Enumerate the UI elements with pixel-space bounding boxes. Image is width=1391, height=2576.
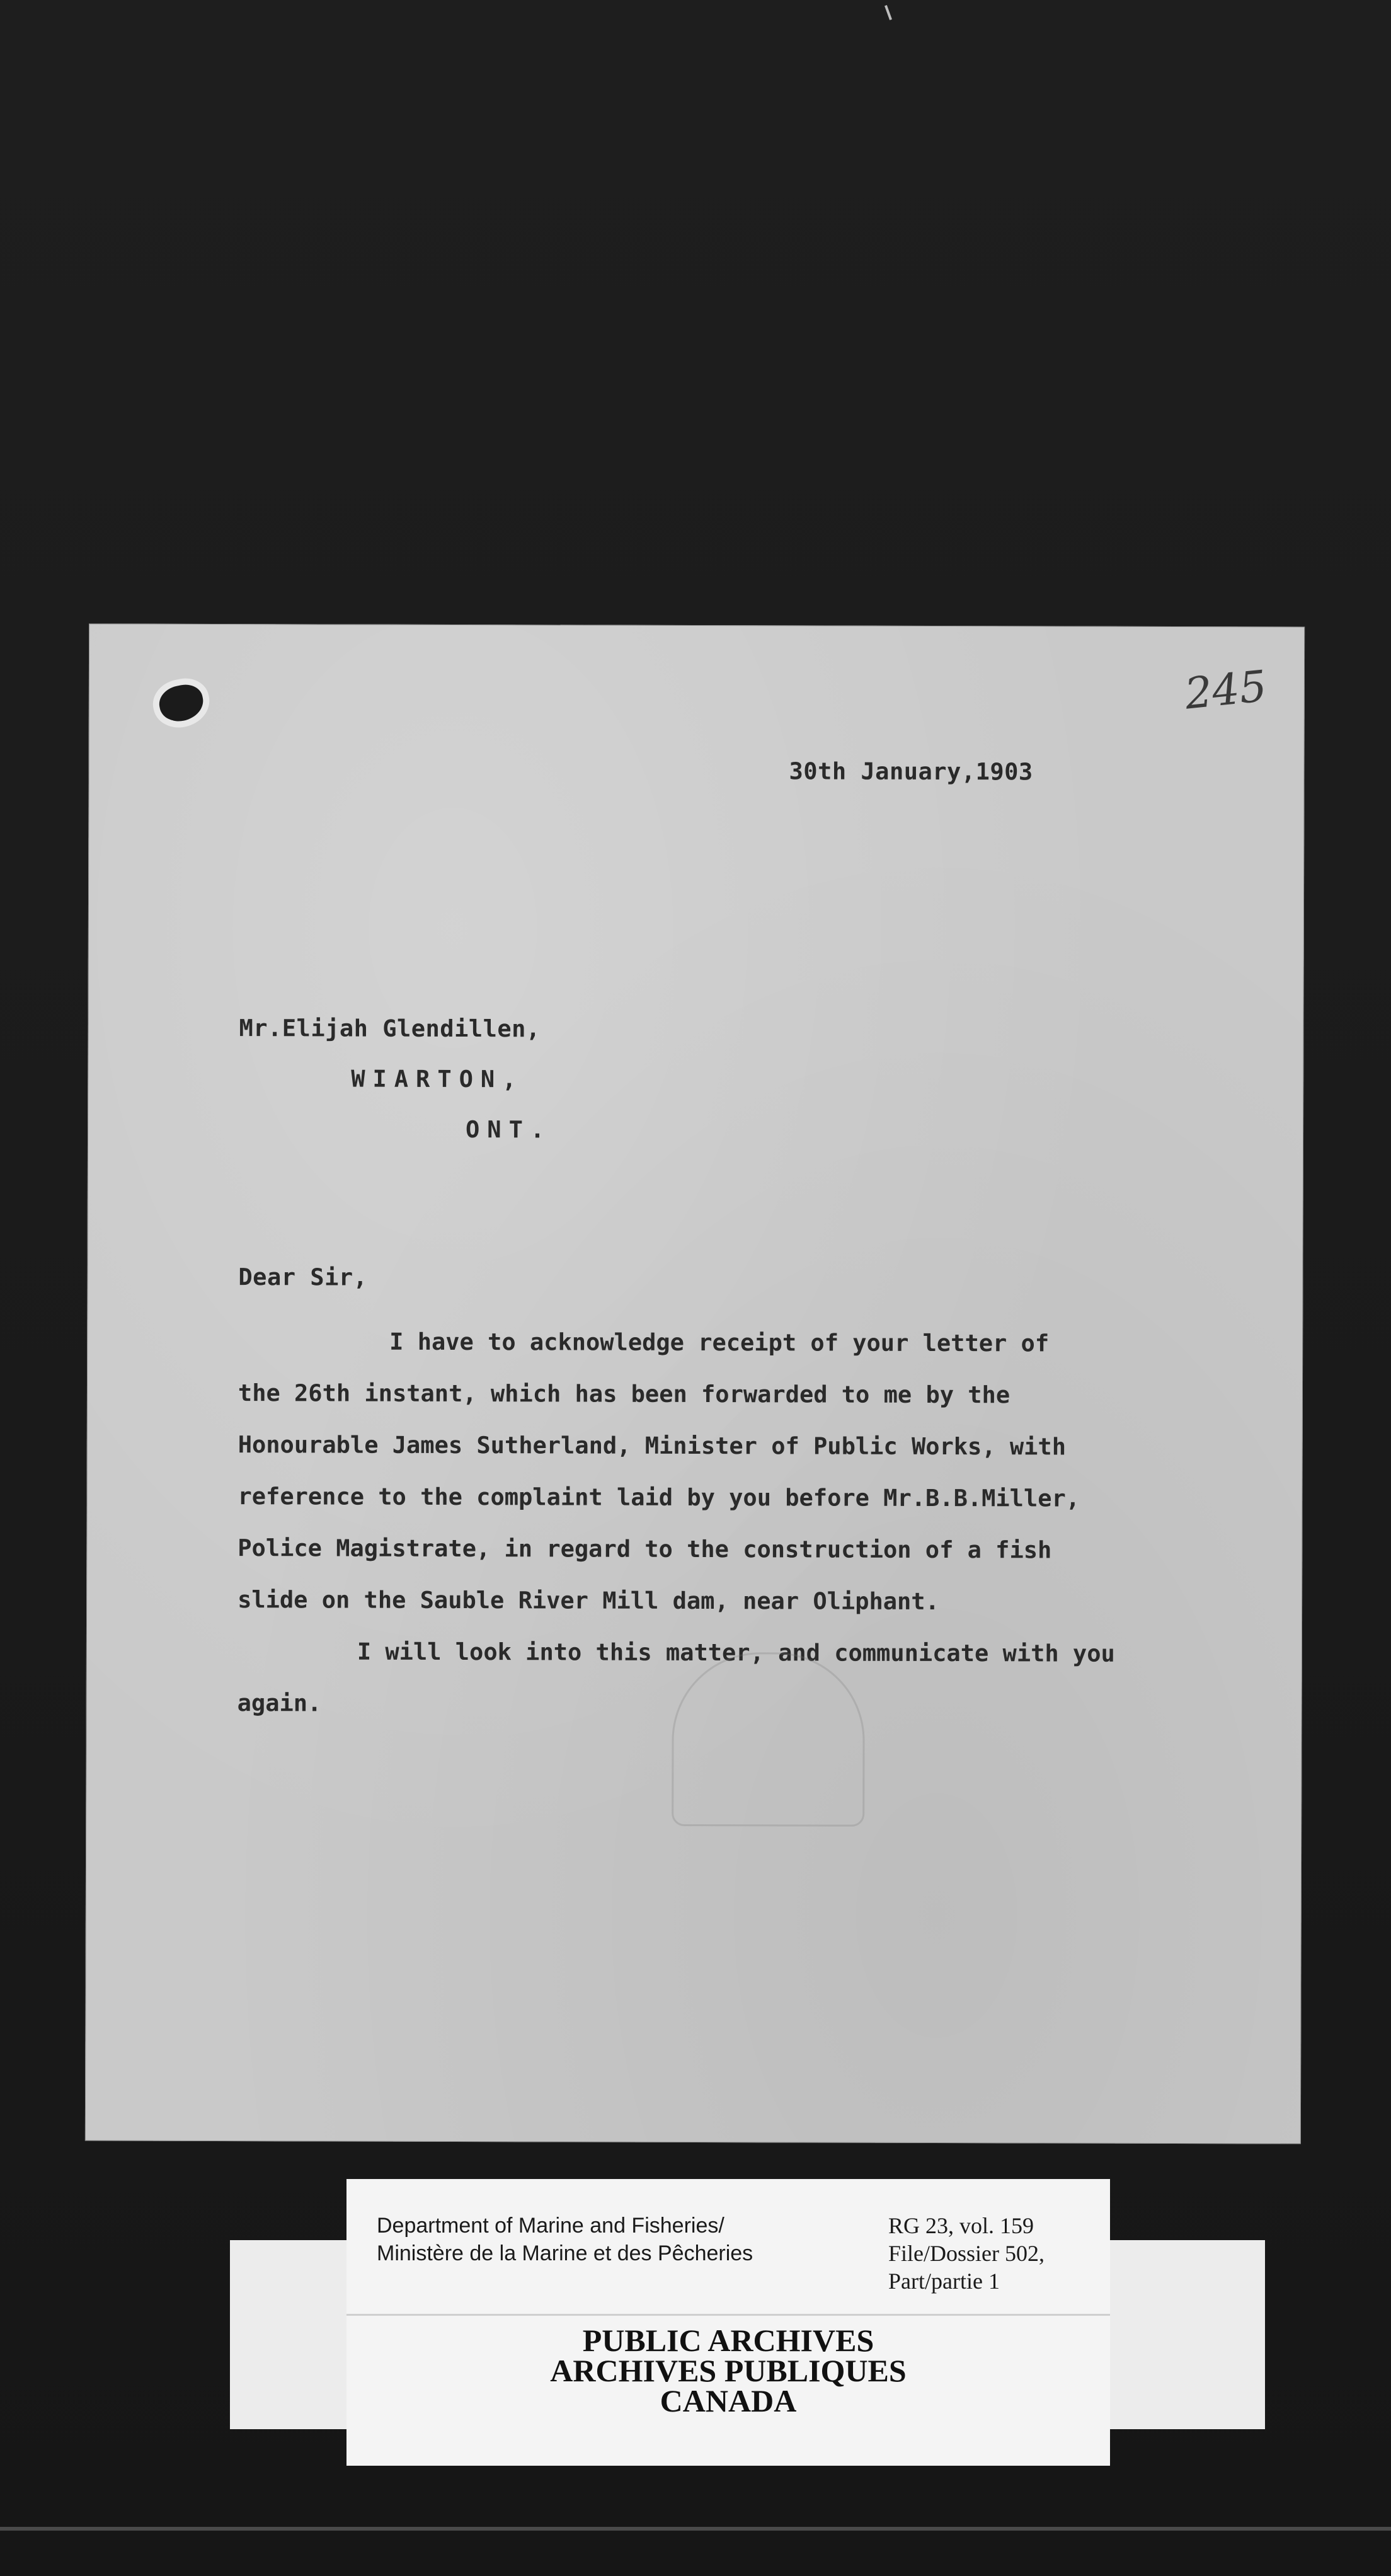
- reference-line: RG 23, vol. 159: [888, 2213, 1034, 2238]
- file-reference: [888, 2212, 1045, 2295]
- archives-line: CANADA: [660, 2383, 797, 2418]
- archive-label-divider: [346, 2314, 1110, 2316]
- archives-heading: [346, 2325, 1110, 2416]
- archives-line: PUBLIC ARCHIVES: [582, 2323, 874, 2358]
- body-line: again.: [237, 1689, 322, 1717]
- body-line: Honourable James Sutherland, Minister of Public Works, with: [238, 1431, 1067, 1461]
- body-line: I have to acknowledge receipt of your letter of: [389, 1328, 1050, 1357]
- letter-page: [85, 623, 1305, 2144]
- department-line: Department of Marine and Fisheries/: [377, 2214, 724, 2238]
- recipient-name: Mr.Elijah Glendillen,: [239, 1015, 541, 1043]
- film-edge: [0, 2527, 1391, 2531]
- faint-stamp-impression: [672, 1652, 865, 1827]
- department-line: Ministère de la Marine et des Pêcheries: [377, 2241, 753, 2265]
- reference-line: File/Dossier 502,: [888, 2241, 1045, 2266]
- recipient-province: ONT.: [465, 1116, 552, 1144]
- letter-date: 30th January,1903: [789, 757, 1033, 786]
- body-line: Police Magistrate, in regard to the construction of a fish: [238, 1534, 1052, 1564]
- reference-line: Part/partie 1: [888, 2268, 1000, 2294]
- recipient-town: WIARTON,: [351, 1065, 524, 1093]
- body-line: slide on the Sauble River Mill dam, near Oliphant.: [238, 1586, 939, 1616]
- salutation: Dear Sir,: [238, 1263, 368, 1291]
- body-line: I will look into this matter, and communicate with you: [357, 1638, 1115, 1667]
- folio-number: 245: [1182, 661, 1269, 720]
- punch-hole: [156, 681, 207, 725]
- body-line: reference to the complaint laid by you before Mr.B.B.Miller,: [238, 1483, 1080, 1512]
- archives-line: ARCHIVES PUBLIQUES: [550, 2353, 907, 2388]
- body-line: the 26th instant, which has been forwarded to me by the: [238, 1379, 1010, 1409]
- department-name: [377, 2212, 753, 2267]
